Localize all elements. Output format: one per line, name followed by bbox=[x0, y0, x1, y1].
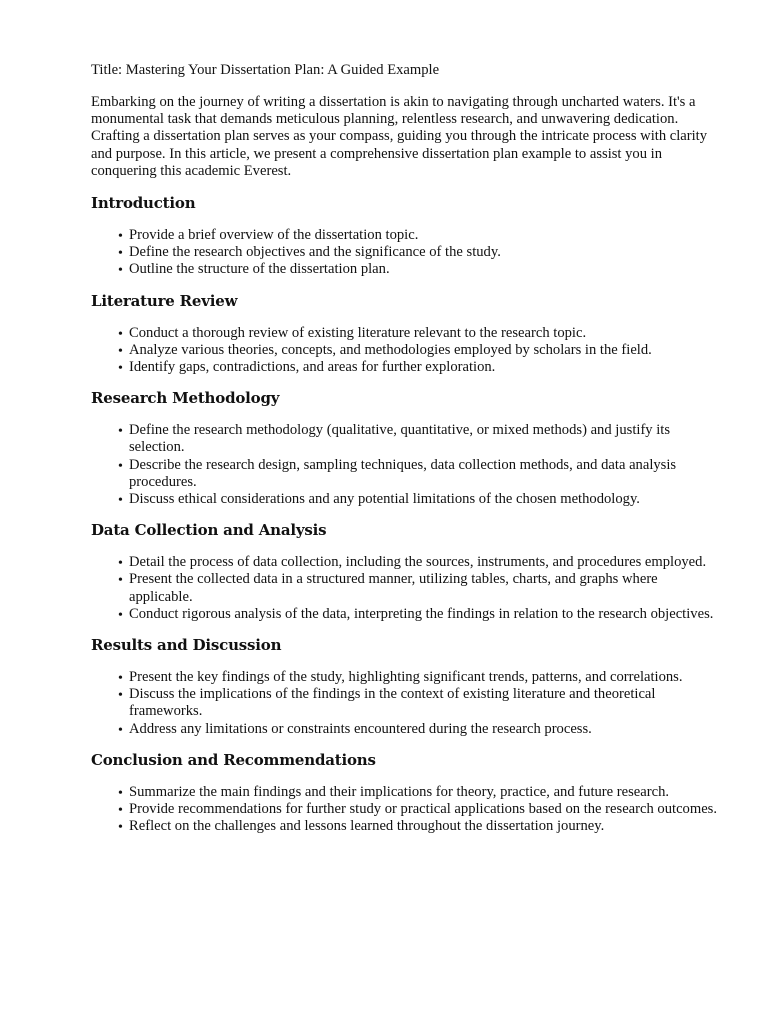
list-item: • Define the research objectives and the significance of the study. bbox=[91, 244, 717, 261]
section-heading: Data Collection and Analysis bbox=[91, 521, 327, 540]
bullet-list bbox=[91, 227, 717, 279]
list-item: • Discuss the implications of the findings in the context of existing literature and theoretical frameworks. bbox=[91, 686, 717, 720]
section-data-collection-analysis bbox=[91, 520, 717, 623]
list-item: • Conduct rigorous analysis of the data, interpreting the findings in relation to the research objectives. bbox=[91, 606, 717, 623]
section-heading: Conclusion and Recommendations bbox=[91, 750, 376, 769]
list-item: • Provide recommendations for further study or practical applications based on the research outcomes. bbox=[91, 801, 717, 818]
section-heading: Results and Discussion bbox=[91, 636, 282, 655]
section-heading: Introduction bbox=[91, 194, 196, 213]
list-item: • Identify gaps, contradictions, and areas for further exploration. bbox=[91, 359, 717, 376]
section-conclusion-recommendations bbox=[91, 750, 717, 836]
list-item: • Present the key findings of the study, highlighting significant trends, patterns, and correlations. bbox=[91, 669, 717, 686]
list-item: • Analyze various theories, concepts, and methodologies employed by scholars in the field. bbox=[91, 342, 717, 359]
list-item: • Discuss ethical considerations and any potential limitations of the chosen methodology. bbox=[91, 491, 717, 508]
section-introduction bbox=[91, 193, 717, 279]
list-item: • Provide a brief overview of the dissertation topic. bbox=[91, 227, 717, 244]
section-heading: Research Methodology bbox=[91, 389, 280, 408]
section-research-methodology bbox=[91, 388, 717, 508]
list-item: • Outline the structure of the dissertation plan. bbox=[91, 261, 717, 278]
bullet-list bbox=[91, 422, 717, 508]
section-heading: Literature Review bbox=[91, 291, 238, 310]
list-item: • Address any limitations or constraints encountered during the research process. bbox=[91, 721, 717, 738]
bullet-list bbox=[91, 554, 717, 623]
list-item: • Define the research methodology (qualitative, quantitative, or mixed methods) and justify its selection. bbox=[91, 422, 717, 456]
list-item: • Detail the process of data collection, including the sources, instruments, and procedures employed. bbox=[91, 554, 717, 571]
list-item: • Present the collected data in a structured manner, utilizing tables, charts, and graphs where applicable. bbox=[91, 571, 717, 605]
bullet-list bbox=[91, 784, 717, 836]
intro-paragraph: Embarking on the journey of writing a dissertation is akin to navigating through uncharted waters. It's a monumental task that demands meticulous planning, relentless research, and unwavering dedication. Crafting a dissertation plan serves as your compass, guiding you through the intricate process with clarity and purpose. In this article, we present a comprehensive dissertation plan example to assist you in conquering this academic Everest. bbox=[91, 94, 708, 179]
document-title: Title: Mastering Your Dissertation Plan: A Guided Example bbox=[91, 62, 440, 78]
list-item: • Describe the research design, sampling techniques, data collection methods, and data analysis procedures. bbox=[91, 457, 717, 491]
bullet-list bbox=[91, 325, 717, 377]
list-item: • Summarize the main findings and their implications for theory, practice, and future research. bbox=[91, 784, 717, 801]
section-literature-review bbox=[91, 291, 717, 377]
list-item: • Conduct a thorough review of existing literature relevant to the research topic. bbox=[91, 325, 717, 342]
list-item: • Reflect on the challenges and lessons learned throughout the dissertation journey. bbox=[91, 818, 717, 835]
bullet-list bbox=[91, 669, 717, 738]
section-results-discussion bbox=[91, 635, 717, 738]
document-page bbox=[91, 62, 717, 847]
